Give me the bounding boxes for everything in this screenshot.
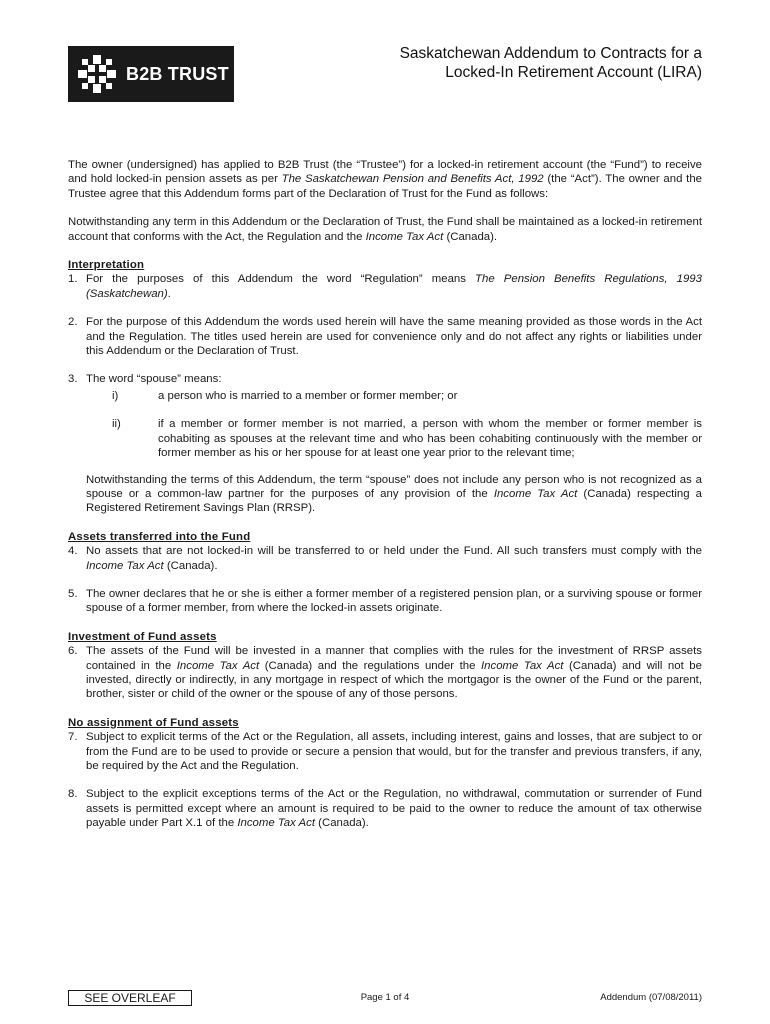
section-heading-investment: Investment of Fund assets <box>68 630 217 643</box>
clause-number: 8. <box>68 788 78 801</box>
section-heading-no-assignment: No assignment of Fund assets <box>68 716 239 729</box>
spouse-definition-i: i) a person who is married to a member or former member; or <box>112 389 458 402</box>
clause-number: 1. <box>68 273 78 286</box>
title-line-2: Locked-In Retirement Account (LIRA) <box>445 64 702 81</box>
clause-number: 5. <box>68 587 78 600</box>
clause-2: 2. For the purpose of this Addendum the words used herein will have the same meaning provided as those words in the Act and the Regulation. The titles used herein are used for convenience only and do not affect any rights or liabilities under this Addendum or the Declaration of Trust. <box>68 316 702 358</box>
see-overleaf-box: SEE OVERLEAF <box>68 990 192 1006</box>
clause-3: 3. The word “spouse” means: i) a person who is married to a member or former member; or ii) if a member or former member is not married, a person with whom the member or former member is cohabiting as spouses at the relevant time and who has been cohabiting continuously with the member or former member as his or her spouse for at least one year prior to the relevant time; <box>68 373 702 460</box>
clause-7: 7. Subject to explicit terms of the Act or the Regulation, all assets, including interest, gains and losses, that are subject to or from the Fund are to be used to provide or secure a pension that would, but for the transfer and previous transfers, if any, be required by the Act and the Regulation. <box>68 731 702 772</box>
clause-number: 2. <box>68 316 78 329</box>
clause-5: 5. The owner declares that he or she is either a former member of a registered pension plan, or a surviving spouse or former spouse of a former member, from where the locked-in assets originate. <box>68 587 702 615</box>
clause-number: 7. <box>68 731 78 744</box>
clause-number: 4. <box>68 545 78 558</box>
page-number: Page 1 of 4 <box>360 992 410 1003</box>
clause-4: 4. No assets that are not locked-in will be transferred to or held under the Fund. All such transfers must comply with the Income Tax Act (Canada). <box>68 545 702 572</box>
document-body <box>68 158 702 845</box>
intro-paragraph-2: Notwithstanding any term in this Addendum or the Declaration of Trust, the Fund shall be maintained as a locked-in retirement account that conforms with the Act, the Regulation and the Income Tax Act (Canada). <box>68 216 702 243</box>
document-version: Addendum (07/08/2011) <box>600 992 702 1003</box>
clause-1: 1. For the purposes of this Addendum the word “Regulation” means The Pension Benefits Regulations, 1993 (Saskatchewan). <box>68 273 702 300</box>
document-title <box>282 44 702 82</box>
section-heading-interpretation: Interpretation <box>68 259 145 272</box>
clause-6: 6. The assets of the Fund will be invested in a manner that complies with the rules for the investment of RRSP assets contained in the Income Tax Act (Canada) and the regulations under the Income Tax Act (Canada) and will not be invested, directly or indirectly, in any mortgage in respect of which the mortgagor is the owner of the Fund or the parent, brother, sister or child of the owner or the spouse of any of those persons. <box>68 645 702 701</box>
section-heading-assets-transferred: Assets transferred into the Fund <box>68 530 251 543</box>
clause-8: 8. Subject to the explicit exceptions terms of the Act or the Regulation, no withdrawal, commutation or surrender of Fund assets is permitted except where an amount is required to be paid to the owner to reduce the amount of tax otherwise payable under Part X.1 of the Income Tax Act (Canada). <box>68 788 702 830</box>
clause-number: 6. <box>68 645 78 658</box>
spouse-definition-ii: ii) if a member or former member is not married, a person with whom the member or former member is cohabiting as spouses at the relevant time and who has been cohabiting continuously with the member or former member as his or her spouse for at least one year prior to the relevant time; <box>112 418 702 460</box>
logo-text: B2B TRUST <box>126 63 229 84</box>
intro-paragraph-1: The owner (undersigned) has applied to B2B Trust (the “Trustee”) for a locked-in retirement account (the “Fund”) to receive and hold locked-in pension assets as per The Saskatchewan Pension and Benefits Act, 1992 (the “Act”). The owner and the Trustee agree that this Addendum forms part of the Declaration of Trust for the Fund as follows: <box>68 159 702 200</box>
title-line-1: Saskatchewan Addendum to Contracts for a <box>399 45 702 62</box>
trust-emblem-icon <box>74 51 120 97</box>
clause-number: 3. <box>68 373 78 386</box>
b2b-trust-logo <box>68 46 234 102</box>
spouse-note: Notwithstanding the terms of this Addendum, the term “spouse” does not include any person who is not recognized as a spouse or a common-law partner for the purposes of any provision of the Income Tax Act (Canada) respecting a Registered Retirement Savings Plan (RRSP). <box>86 473 702 515</box>
